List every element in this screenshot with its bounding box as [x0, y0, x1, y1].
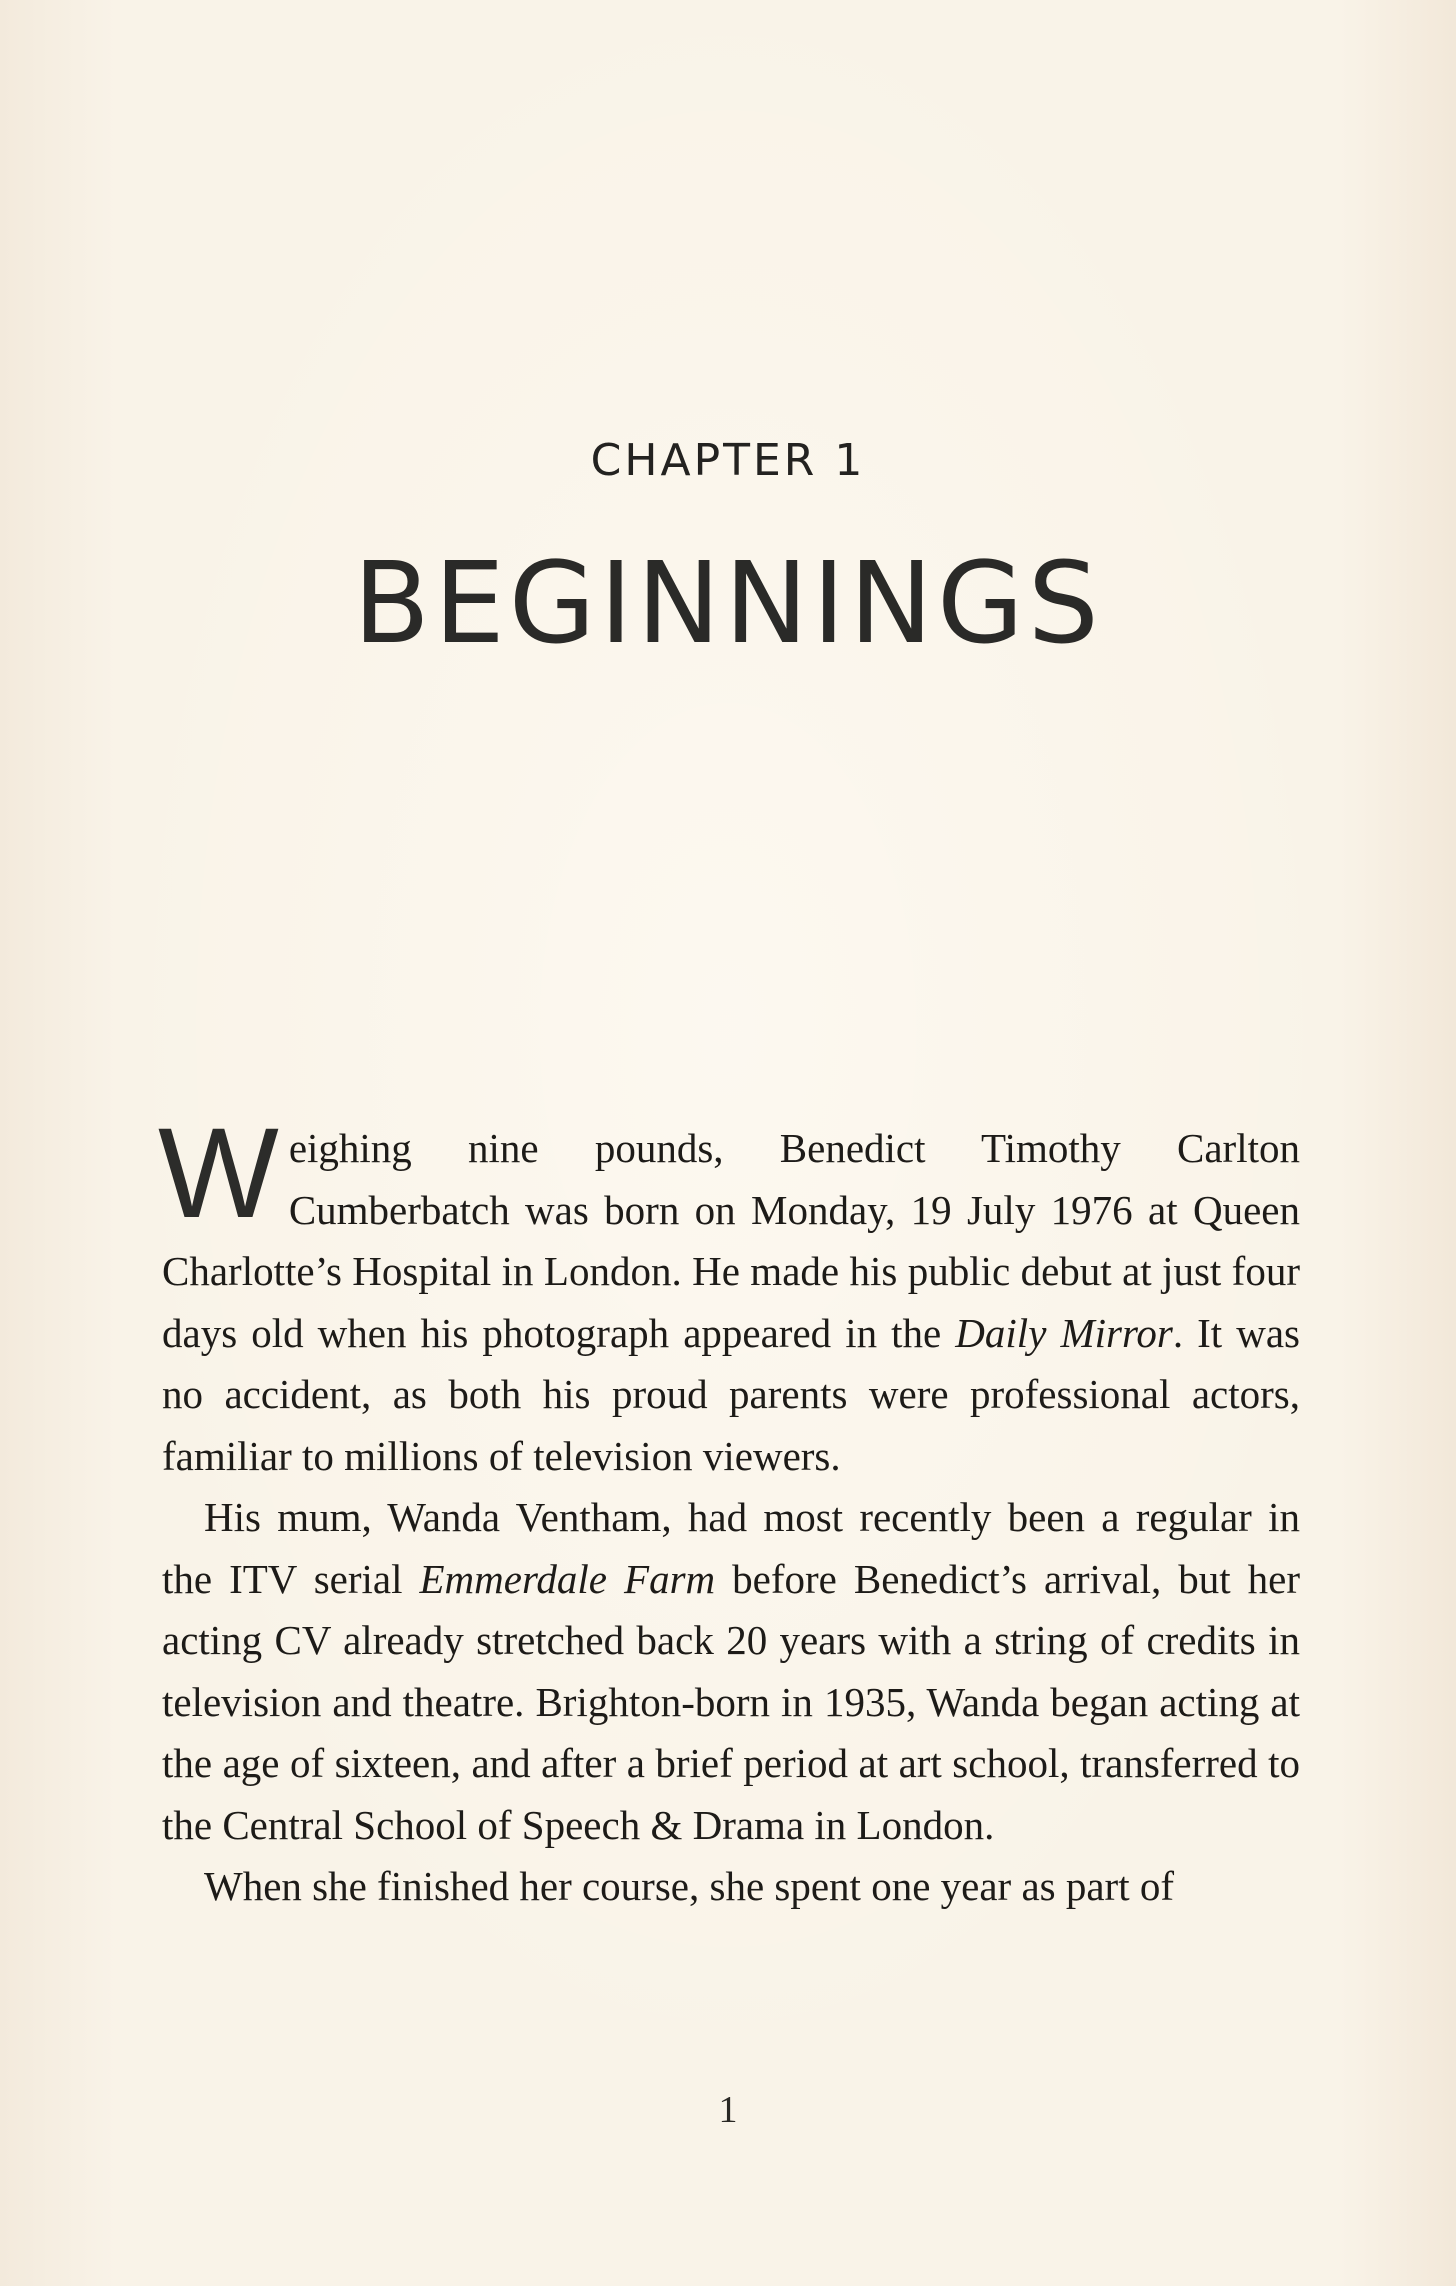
paragraph-1-text-2: . It was no accident, as both his proud parents were professional actors, familiar to millions of television viewers. [162, 1309, 1300, 1479]
paragraph-1-text-1: eighing nine pounds, Benedict Timothy Carlton Cumberbatch was born on Monday, 19 July 1976 at Queen Charlotte’s Hospital in London. He made his public debut at just four days old when his photograph appeared in the [162, 1125, 1300, 1356]
paragraph-3-text-1: When she finished her course, she spent one year as part of [204, 1863, 1174, 1909]
paragraph-2-italic-1: Emmerdale Farm [419, 1555, 716, 1602]
paragraph-3 [162, 1856, 1300, 1918]
body-text [158, 1102, 1301, 1918]
paragraph-1 [158, 1102, 1300, 1487]
chapter-title: BEGINNINGS [353, 539, 1103, 669]
paragraph-1-italic-1: Daily Mirror [955, 1309, 1173, 1356]
paragraph-2-text-2: before Benedict’s arrival, but her acting CV already stretched back 20 years with a string of credits in television and theatre. Brighton-born in 1935, Wanda began acting at the age of sixteen, and after a brief period at art school, transferred to the Central School of Speech & Drama in London. [162, 1555, 1301, 1848]
drop-cap: W [158, 1102, 279, 1245]
paragraph-2 [162, 1487, 1300, 1856]
paragraph-2-text-1: His mum, Wanda Ventham, had most recently been a regular in the ITV serial [162, 1494, 1300, 1602]
chapter-label: CHAPTER 1 [590, 435, 866, 486]
page-number: 1 [718, 2089, 738, 2131]
